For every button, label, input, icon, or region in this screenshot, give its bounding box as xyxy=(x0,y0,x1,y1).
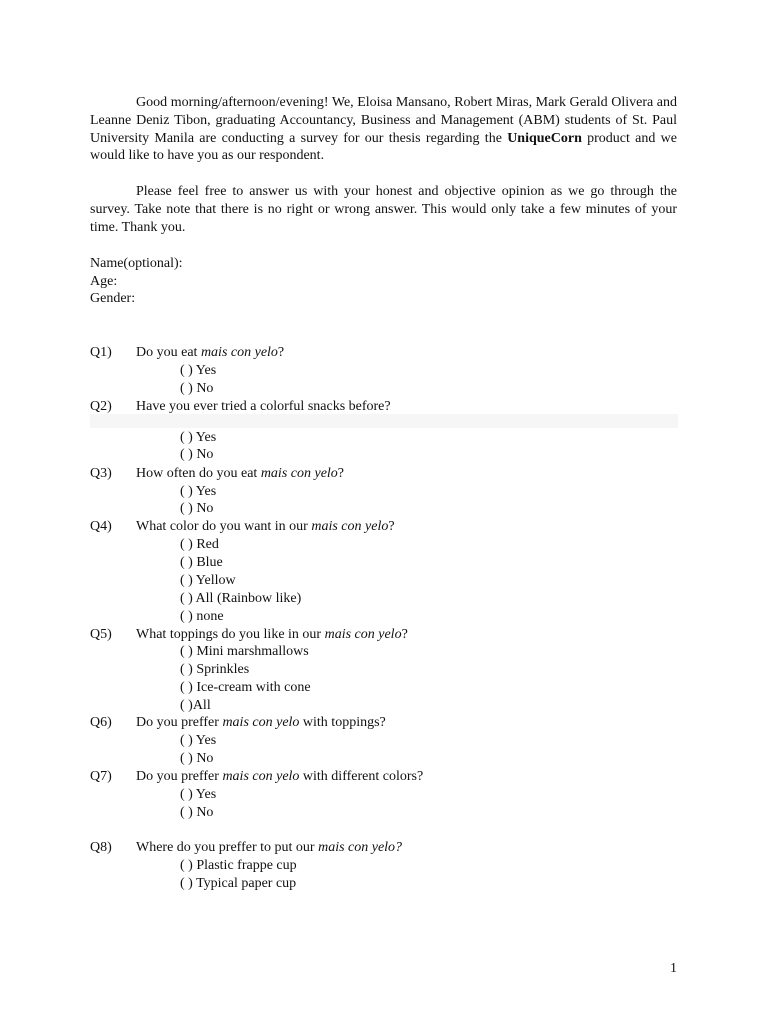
intro-paragraph-2: Please feel free to answer us with your honest and objective opinion as we go through the survey. Take note that there is no right or wrong answer. This would only take a few minutes of your time. Thank you. xyxy=(90,184,677,235)
question-number: Q3) xyxy=(90,466,112,481)
highlight-band xyxy=(90,414,678,428)
page-number: 1 xyxy=(670,961,677,976)
answer-option[interactable]: ( ) Yes xyxy=(180,430,217,445)
age-field-label: Age: xyxy=(90,274,118,289)
question-text: Do you eat mais con yelo? xyxy=(136,345,285,360)
question-number: Q1) xyxy=(90,345,112,360)
question-text: How often do you eat mais con yelo? xyxy=(136,466,345,481)
answer-option[interactable]: ( ) Yes xyxy=(180,484,217,499)
intro-text-b: product and we would like to have you as our respondent. xyxy=(90,130,677,164)
product-name: UniqueCorn xyxy=(507,130,582,146)
question-text: Do you preffer mais con yelo with different colors? xyxy=(136,769,424,784)
question-text: What toppings do you like in our mais con yelo? xyxy=(136,627,408,642)
intro-paragraph-1 xyxy=(90,94,677,165)
answer-option[interactable]: ( ) Typical paper cup xyxy=(180,876,297,891)
answer-option[interactable]: ( ) Ice-cream with cone xyxy=(180,680,311,695)
answer-option[interactable]: ( ) Yellow xyxy=(180,573,236,588)
question-number: Q4) xyxy=(90,519,112,534)
answer-option[interactable]: ( ) Plastic frappe cup xyxy=(180,858,297,873)
answer-option[interactable]: ( ) Mini marshmallows xyxy=(180,644,309,659)
answer-option[interactable]: ( ) Yes xyxy=(180,363,217,378)
answer-option[interactable]: ( ) No xyxy=(180,381,214,396)
answer-option[interactable]: ( )All xyxy=(180,698,211,713)
answer-option[interactable]: ( ) none xyxy=(180,609,224,624)
answer-option[interactable]: ( ) Blue xyxy=(180,555,223,570)
question-text: Have you ever tried a colorful snacks before? xyxy=(136,399,391,414)
question-text: Do you preffer mais con yelo with toppings? xyxy=(136,715,386,730)
question-number: Q6) xyxy=(90,715,112,730)
question-number: Q8) xyxy=(90,840,112,855)
intro-text-a: Good morning/afternoon/evening! We, Eloisa Mansano, Robert Miras, Mark Gerald Olivera and Leanne Deniz Tibon, graduating Accountancy, Business and Management (ABM) students of St. Paul University Manila are conducting a survey for our thesis regarding the xyxy=(90,95,677,146)
gender-field-label: Gender: xyxy=(90,291,136,306)
answer-option[interactable]: ( ) All (Rainbow like) xyxy=(180,591,302,606)
question-text: What color do you want in our mais con yelo? xyxy=(136,519,395,534)
answer-option[interactable]: ( ) Sprinkles xyxy=(180,662,250,677)
question-number: Q2) xyxy=(90,399,112,414)
answer-option[interactable]: ( ) Red xyxy=(180,537,219,552)
question-text: Where do you preffer to put our mais con yelo? xyxy=(136,840,403,855)
answer-option[interactable]: ( ) Yes xyxy=(180,733,217,748)
answer-option[interactable]: ( ) No xyxy=(180,447,214,462)
answer-option[interactable]: ( ) No xyxy=(180,501,214,516)
answer-option[interactable]: ( ) Yes xyxy=(180,787,217,802)
answer-option[interactable]: ( ) No xyxy=(180,751,214,766)
answer-option[interactable]: ( ) No xyxy=(180,805,214,820)
question-number: Q5) xyxy=(90,627,112,642)
name-field-label: Name(optional): xyxy=(90,256,183,271)
question-number: Q7) xyxy=(90,769,112,784)
